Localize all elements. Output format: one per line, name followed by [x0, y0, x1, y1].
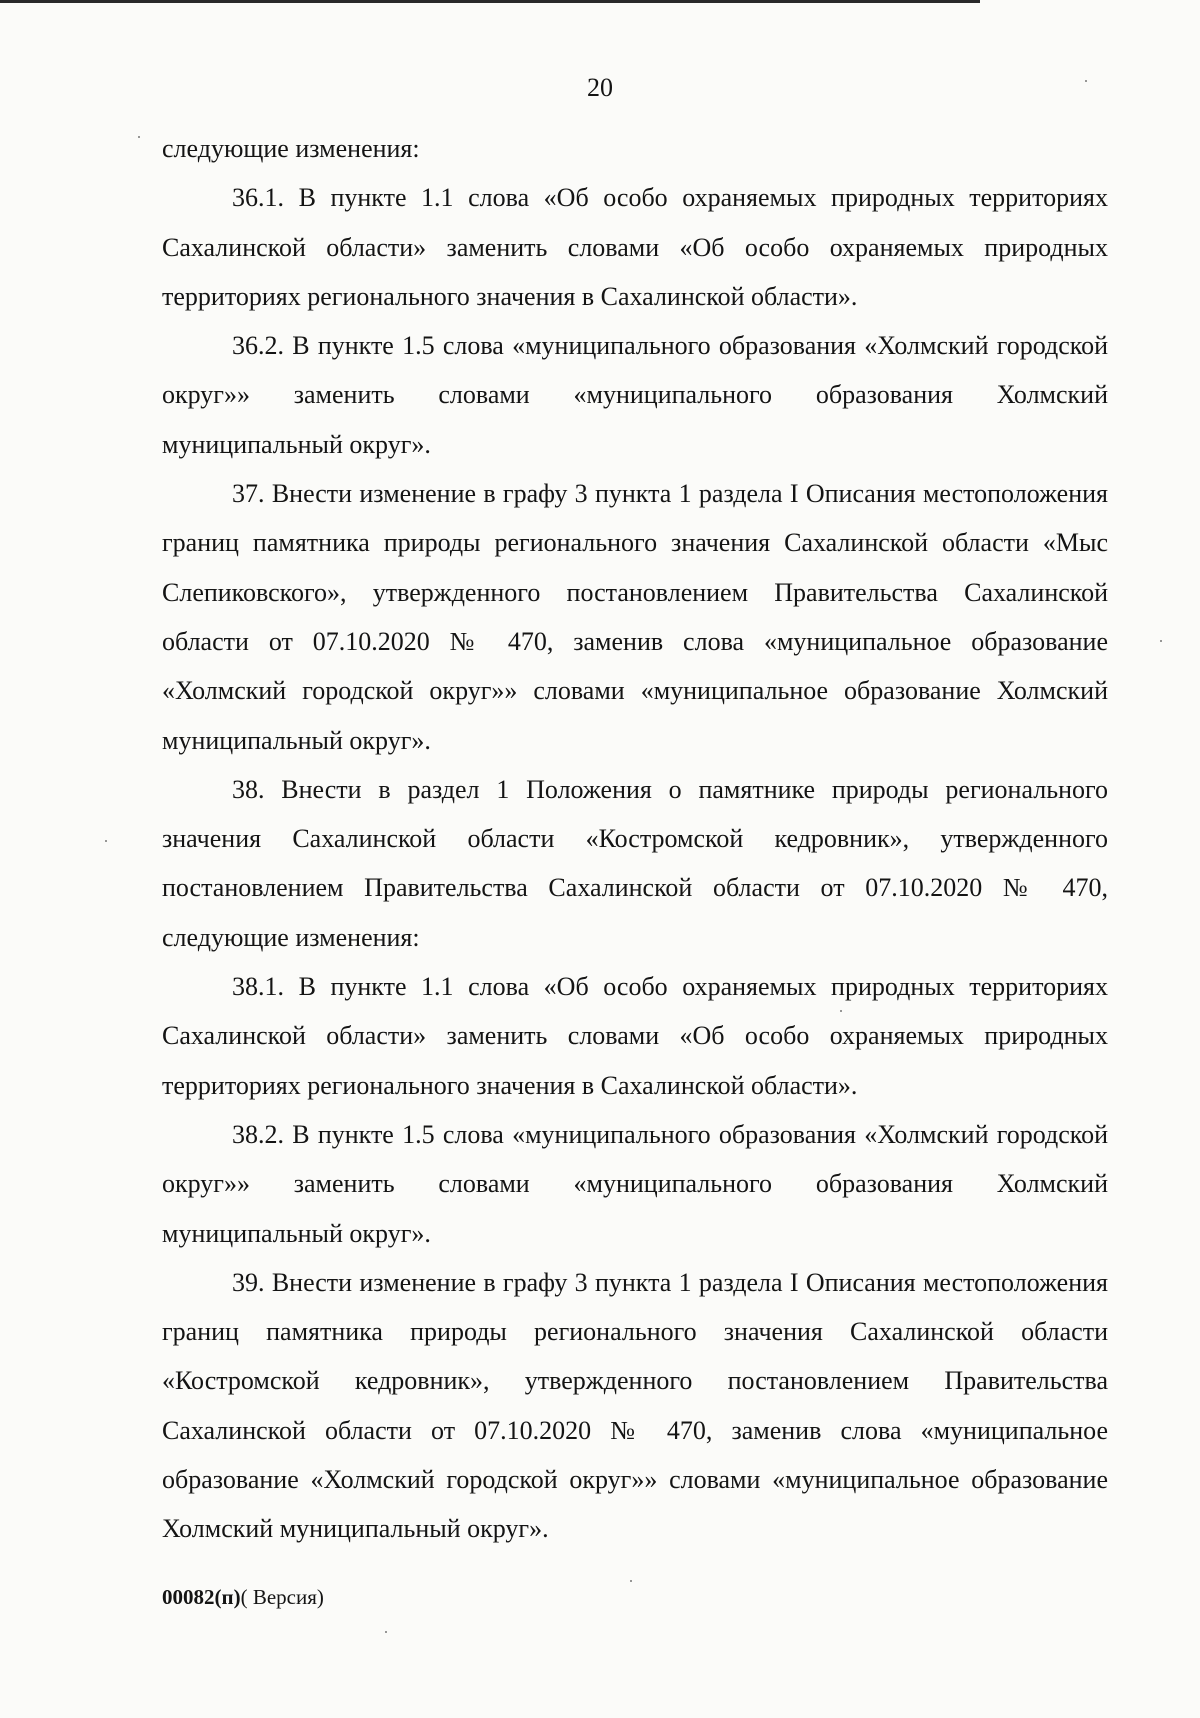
paragraph-38-2: 38.2. В пункте 1.5 слова «муниципального образования «Холмский городской округ»» заменить словами «муниципального образования Холмский муниципальный округ».	[162, 1119, 1108, 1248]
paragraph-39: 39. Внести изменение в графу 3 пункта 1 раздела I Описания местоположения границ памятника природы регионального значения Сахалинской области «Костромской кедровник», утвержденного постановлением Правительства Сахалинской области от 07.10.2020 № 470, заменив слова «муниципальное образование «Холмский городской округ»» словами «муниципальное образование Холмский муниципальный округ».	[162, 1267, 1108, 1544]
scan-top-border	[0, 0, 980, 3]
scan-speck	[105, 840, 107, 842]
page-number: 20	[587, 73, 613, 102]
scan-speck	[385, 1631, 387, 1633]
document-code: 00082(п)	[162, 1585, 241, 1609]
scan-speck	[138, 136, 140, 138]
scan-speck	[1085, 80, 1087, 82]
paragraph-38-1: 38.1. В пункте 1.1 слова «Об особо охраняемых природных территориях Сахалинской области» заменить словами «Об особо охраняемых природных территориях регионального значения в Сахалинской области».	[162, 972, 1108, 1100]
paragraph-36-1: 36.1. В пункте 1.1 слова «Об особо охраняемых природных территориях Сахалинской области» заменить словами «Об особо охраняемых природных территориях регионального значения в Сахалинской области».	[162, 183, 1108, 311]
scan-speck	[840, 1010, 842, 1012]
paragraph-36-2: 36.2. В пункте 1.5 слова «муниципального образования «Холмский городской округ»» заменить словами «муниципального образования Холмский муниципальный округ».	[162, 331, 1108, 459]
paragraph-38: 38. Внести в раздел 1 Положения о памятнике природы регионального значения Сахалинской области «Костромской кедровник», утвержденного постановлением Правительства Сахалинской области от 07.10.2020 № 470, следующие изменения:	[162, 774, 1108, 952]
document-version: ( Версия)	[240, 1585, 324, 1609]
document-footer	[162, 1582, 324, 1612]
document-body	[162, 124, 1108, 1554]
paragraph-37: 37. Внести изменение в графу 3 пункта 1 раздела I Описания местоположения границ памятника природы регионального значения Сахалинской области «Мыс Слепиковского», утвержденного постановлением Правительства Сахалинской области от 07.10.2020 № 470, заменив слова «муниципальное образование «Холмский городской округ»» словами «муниципальное образование Холмский муниципальный округ».	[162, 479, 1108, 755]
scan-speck	[630, 1580, 632, 1582]
paragraph-continuation: следующие изменения:	[162, 134, 420, 163]
scan-speck	[1160, 640, 1162, 642]
